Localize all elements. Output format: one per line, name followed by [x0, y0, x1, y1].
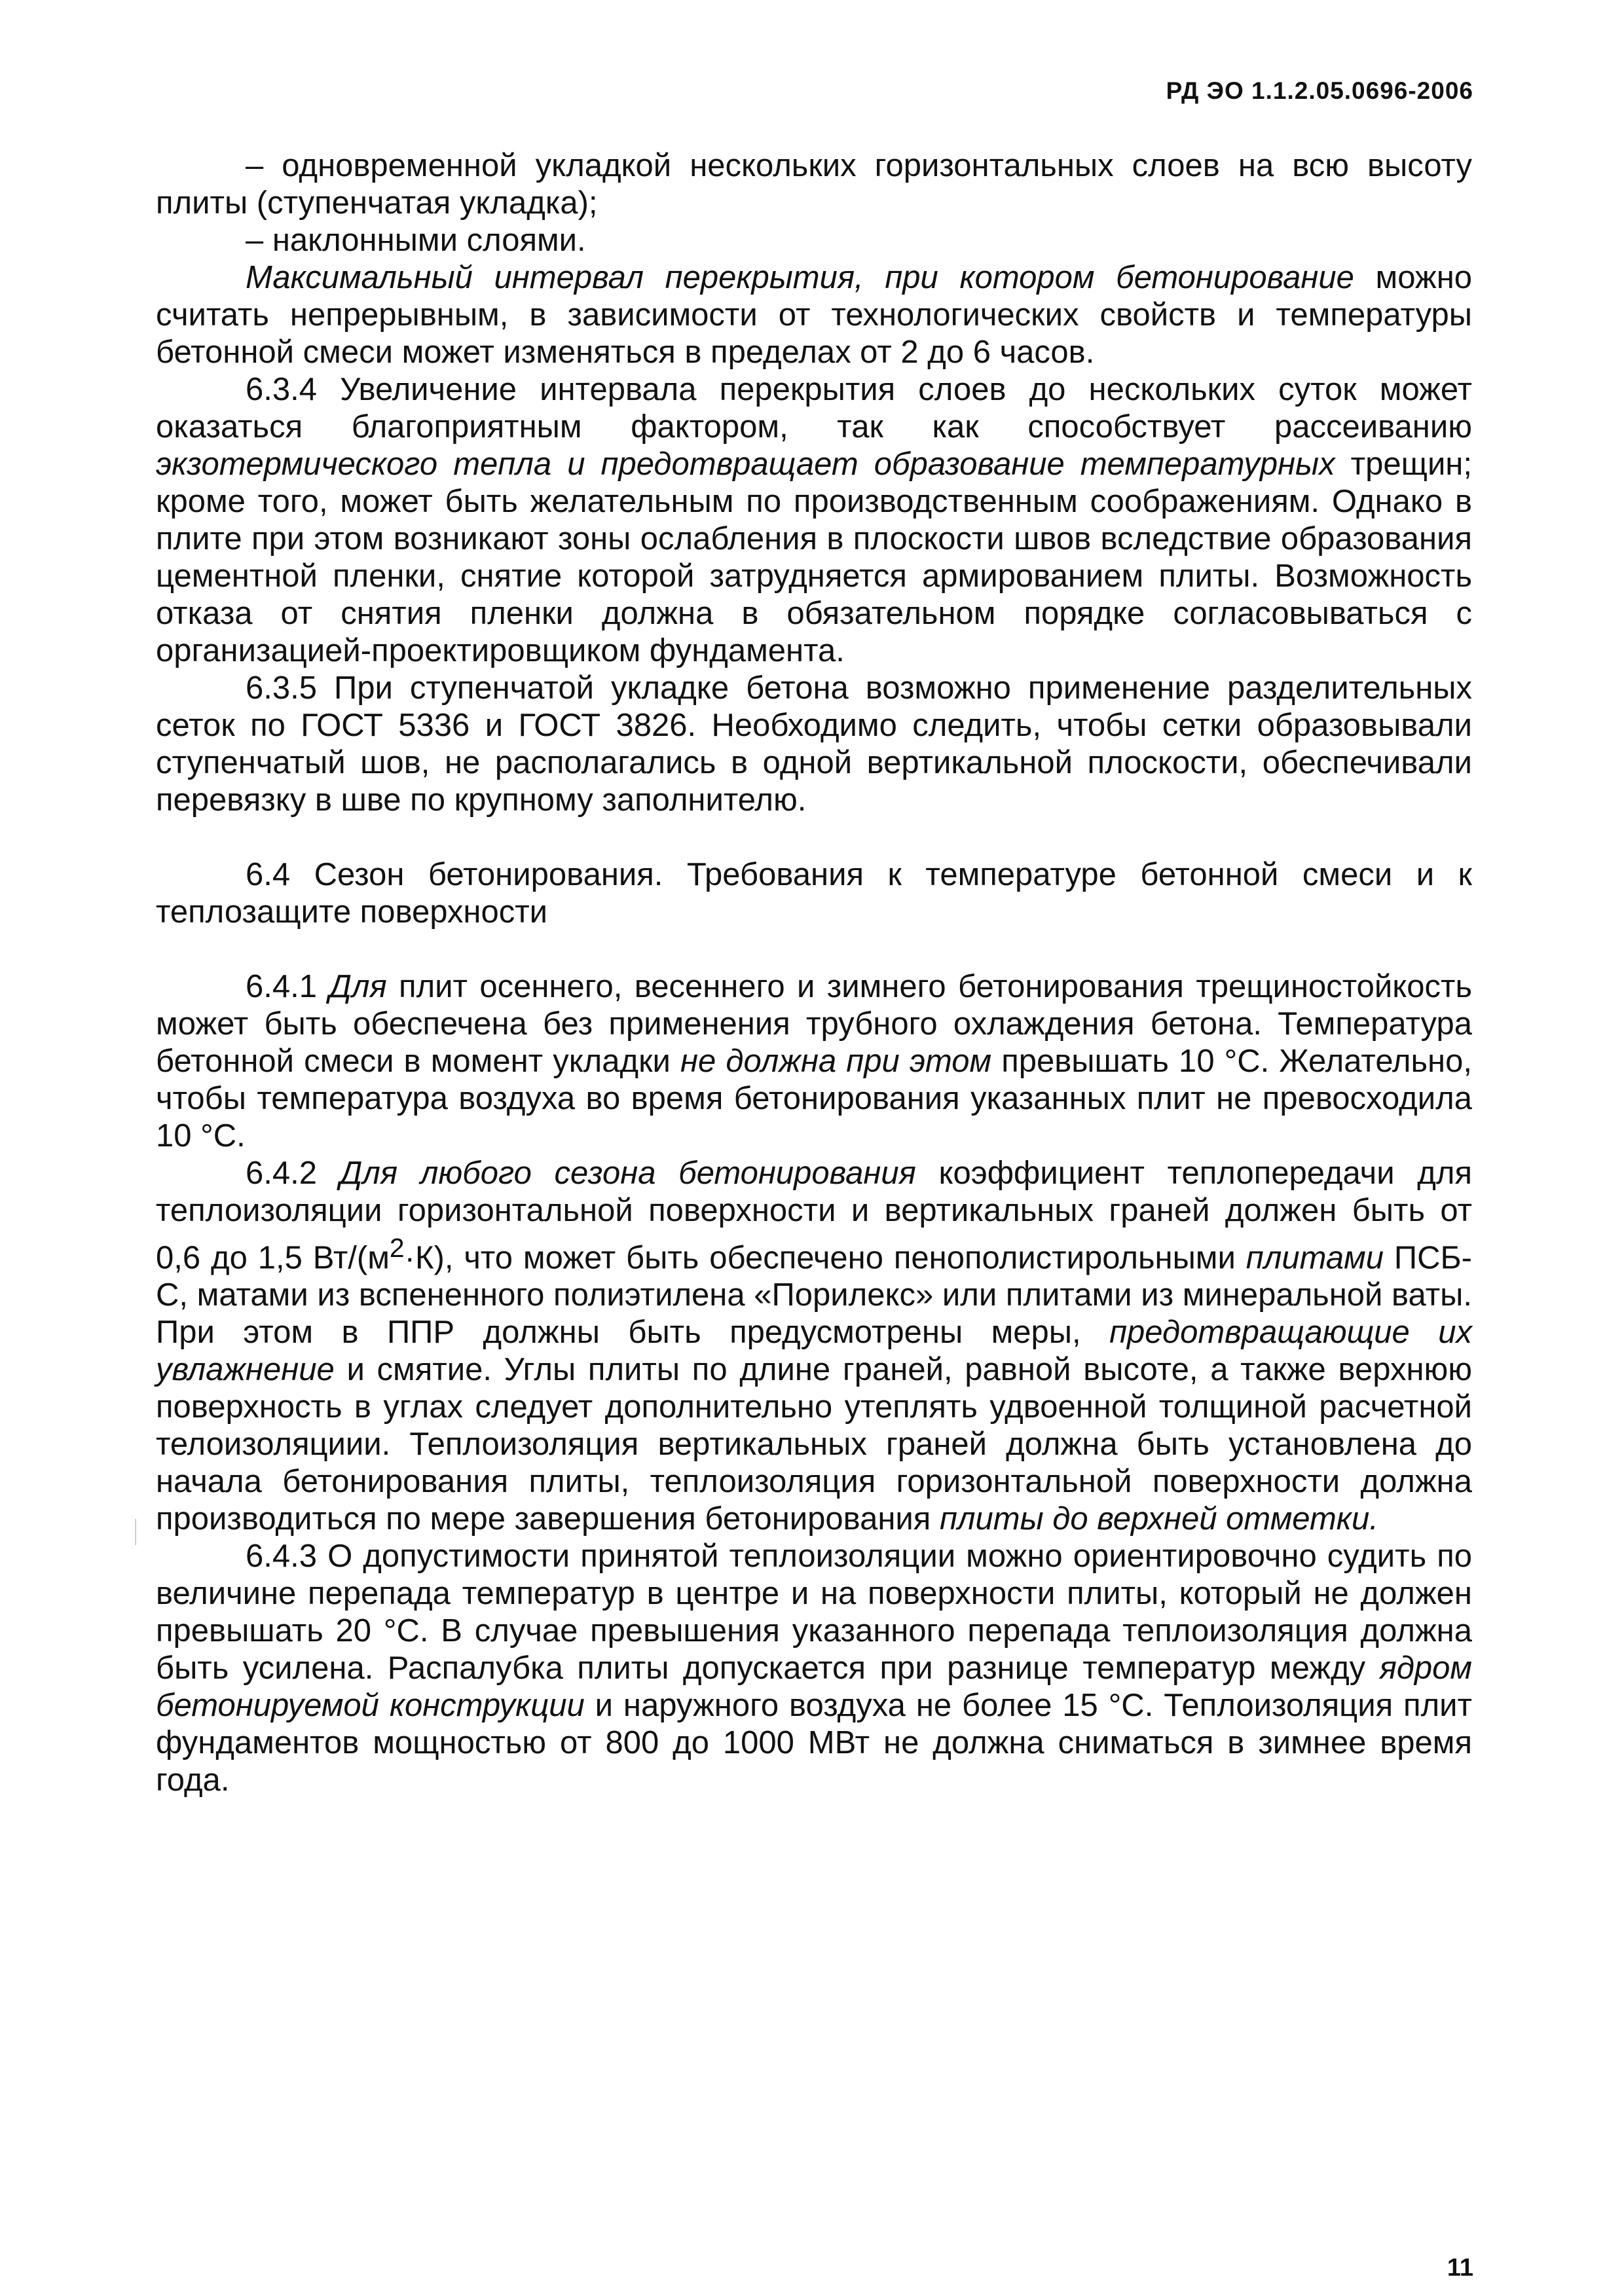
paragraph-text: 6.4.1: [246, 969, 329, 1004]
paragraph-6-4-1: [156, 968, 1472, 1155]
paragraph-text: трещин; кроме того, может быть желательным по производственным соображениям. Однако в плите при этом возникают зоны ослабления в плоскости швов вследствие образования цементной пленки, снятие которой затрудняется армированием плиты. Возможность отказа от снятия пленки должна в обязательном порядке согласовываться с организацией-проектировщиком фундамента.: [156, 446, 1472, 668]
italic-text: Для любого сезона бетонирования: [339, 1156, 916, 1191]
paragraph-6-4-2: [156, 1155, 1472, 1538]
italic-text: плитами: [1246, 1240, 1384, 1276]
italic-text: экзотермического тепла и предотвращает образование температурных: [156, 446, 1335, 482]
italic-text: предотвращающие их увлажнение: [156, 1315, 1472, 1388]
paragraph-text: и смятие. Углы плиты по длине граней, равной высоте, а также верхнюю поверхность в углах следует дополнительно утеплять удвоенной толщиной расчетной телоизоляциии. Теплоизоляция вертикальных граней должна быть установлена до начала бетонирования плиты, теплоизоляция горизонтальной поверхности должна производиться по мере завершения бетонирования: [156, 1352, 1472, 1537]
paragraph-text: 6.3.4 Увеличение интервала перекрытия слоев до нескольких суток может оказаться благоприятным фактором, так как способствует рассеиванию: [156, 372, 1472, 445]
paragraph-text: – наклонными слоями.: [246, 223, 586, 258]
italic-text: Для: [329, 969, 387, 1004]
paragraph-text: 6.3.5 При ступенчатой укладке бетона возможно применение разделительных сеток по ГОСТ 5336 и ГОСТ 3826. Необходимо следить, чтобы сетки образовывали ступенчатый шов, не располагались в одной вертикальной плоскости, обеспечивали перевязку в шве по крупному заполнителю.: [156, 670, 1472, 818]
paragraph-text: и наружного воздуха не более 15 °С. Теплоизоляция плит фундаментов мощностью от 800 до 1000 МВт не должна сниматься в зимнее время года.: [156, 1688, 1472, 1798]
italic-text: плиты до верхней отметки.: [939, 1501, 1378, 1537]
paragraph-text: можно считать непрерывным, в зависимости от технологических свойств и температуры бетонной смеси может изменяться в пределах от 2 до 6 часов.: [156, 260, 1473, 370]
scan-margin-mark: [135, 1519, 136, 1545]
paragraph-text: ·К), что может быть обеспечено пенополистирольными: [404, 1240, 1246, 1276]
paragraph-6-3-5: [156, 670, 1472, 819]
paragraph-text: – одновременной укладкой нескольких горизонтальных слоев на всю высоту плиты (ступенчатая укладка);: [156, 148, 1472, 221]
italic-text: Максимальный интервал перекрытия, при котором бетонирование: [246, 260, 1354, 295]
paragraph-inclined-layers: [156, 222, 1472, 259]
superscript: 2: [389, 1233, 405, 1263]
paragraph-6-4-3: [156, 1538, 1472, 1799]
paragraph-text: 6.4.2: [246, 1156, 340, 1191]
document-body: [156, 147, 1472, 1799]
paragraph-text: 6.4.3 О допустимости принятой теплоизоляции можно ориентировочно судить по величине перепада температур в центре и на поверхности плиты, который не должен превышать 20 °С. В случае превышения указанного перепада теплоизоляция должна быть усилена. Распалубка плиты допускается при разнице температур между: [156, 1539, 1472, 1686]
page-number: 11: [1447, 2254, 1473, 2282]
paragraph-6-3-4: [156, 371, 1472, 670]
document-code: РД ЭО 1.1.2.05.0696-2006: [1166, 77, 1473, 104]
italic-text: не должна при этом: [680, 1044, 992, 1079]
paragraph-text: коэффициент теплопередачи для теплоизоляции горизонтальной поверхности и вертикальных граней должен быть от 0,6 до 1,5 Вт/(м: [156, 1156, 1472, 1276]
paragraph-text: ПСБ-С, матами из вспененного полиэтилена «Порилекс» или плитами из минеральной ваты. При этом в ППР должны быть предусмотрены меры,: [156, 1240, 1472, 1351]
paragraph-text: плит осеннего, весеннего и зимнего бетонирования трещиностойкость может быть обеспечена без применения трубного охлаждения бетона. Температура бетонной смеси в момент укладки: [156, 969, 1472, 1079]
italic-text: ядром бетонируемой конструкции: [156, 1650, 1472, 1724]
paragraph-stepped-placement: [156, 147, 1472, 222]
paragraph-max-interval: [156, 259, 1472, 371]
heading-text: 6.4 Сезон бетонирования. Требования к температуре бетонной смеси и к теплозащите поверхности: [156, 857, 1472, 930]
section-heading-6-4: [156, 856, 1472, 931]
paragraph-text: превышать 10 °С. Желательно, чтобы температура воздуха во время бетонирования указанных плит не превосходила 10 °С.: [156, 1044, 1472, 1154]
